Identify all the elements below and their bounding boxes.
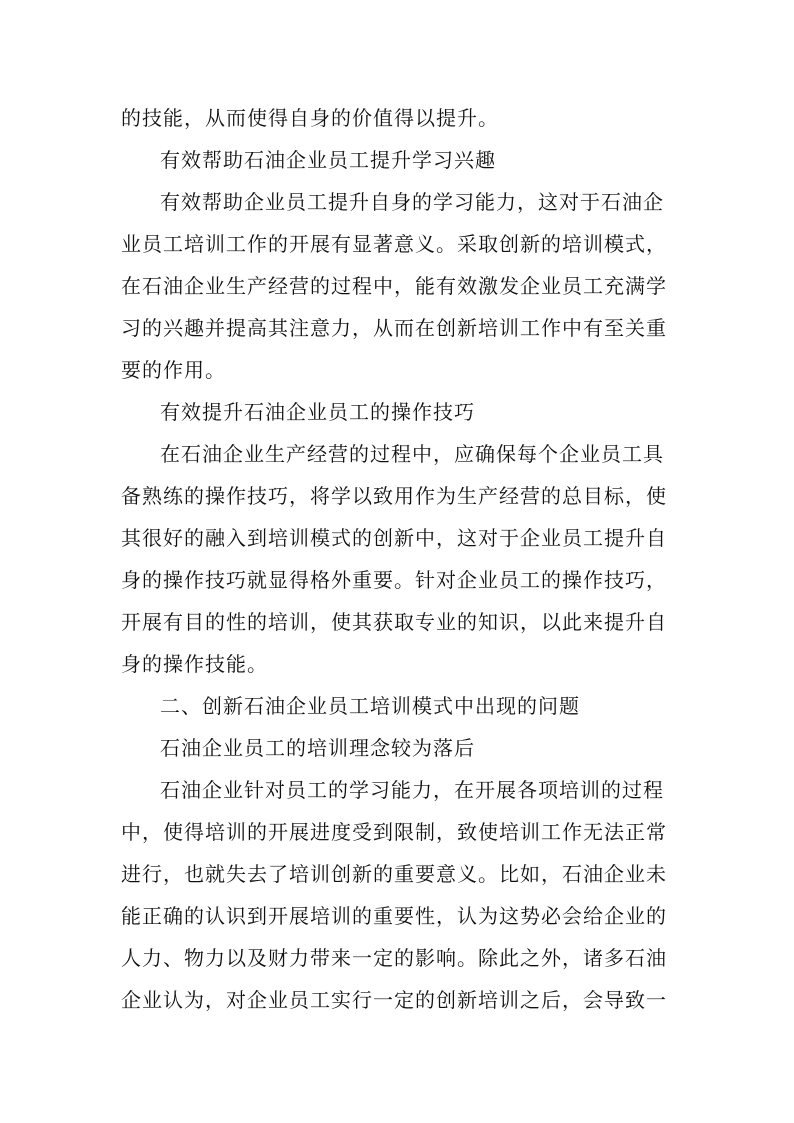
section-heading: 有效帮助石油企业员工提升学习兴趣 — [160, 148, 496, 172]
text-line: 的技能，从而使得自身的价值得以提升。 — [121, 106, 499, 130]
text-line: 开展有目的性的培训，使其获取专业的知识，以此来提升自 — [121, 610, 667, 634]
chapter-heading: 二、创新石油企业员工培训模式中出现的问题 — [160, 694, 580, 718]
text-line: 要的作用。 — [121, 358, 226, 382]
text-line: 企业认为，对企业员工实行一定的创新培训之后，会导致一 — [121, 988, 667, 1012]
text-line: 有效帮助企业员工提升自身的学习能力，这对于石油企 — [160, 190, 664, 214]
text-line: 能正确的认识到开展培训的重要性，认为这势必会给企业的 — [121, 904, 667, 928]
section-heading: 有效提升石油企业员工的操作技巧 — [160, 400, 475, 424]
text-line: 人力、物力以及财力带来一定的影响。除此之外，诸多石油 — [121, 946, 667, 970]
text-line: 业员工培训工作的开展有显著意义。采取创新的培训模式， — [121, 232, 667, 256]
text-line: 在石油企业生产经营的过程中，应确保每个企业员工具 — [160, 442, 664, 466]
text-line: 进行，也就失去了培训创新的重要意义。比如，石油企业未 — [121, 862, 667, 886]
text-line: 备熟练的操作技巧，将学以致用作为生产经营的总目标，使 — [121, 484, 667, 508]
text-line: 石油企业针对员工的学习能力，在开展各项培训的过程 — [160, 778, 664, 802]
text-line: 其很好的融入到培训模式的创新中，这对于企业员工提升自 — [121, 526, 667, 550]
text-line: 身的操作技巧就显得格外重要。针对企业员工的操作技巧， — [121, 568, 667, 592]
section-heading: 石油企业员工的培训理念较为落后 — [160, 736, 475, 760]
text-line: 身的操作技能。 — [121, 652, 268, 676]
text-line: 在石油企业生产经营的过程中，能有效激发企业员工充满学 — [121, 274, 667, 298]
text-line: 习的兴趣并提高其注意力，从而在创新培训工作中有至关重 — [121, 316, 667, 340]
text-line: 中，使得培训的开展进度受到限制，致使培训工作无法正常 — [121, 820, 667, 844]
